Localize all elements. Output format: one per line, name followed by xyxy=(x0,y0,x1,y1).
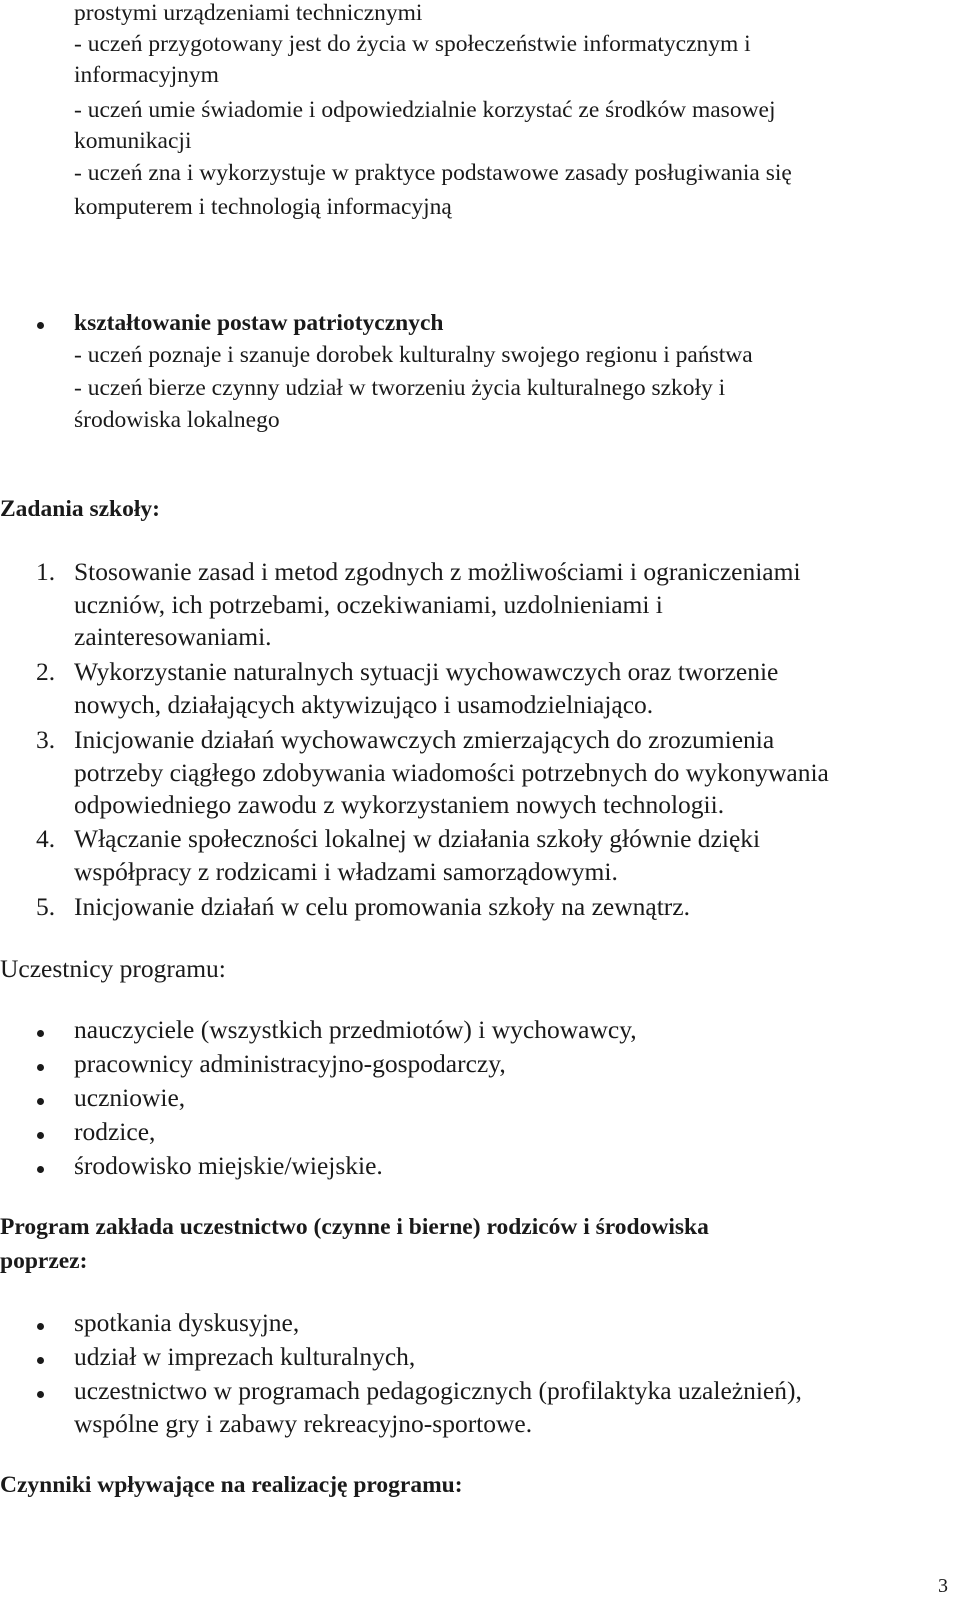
participant-item: uczniowie, xyxy=(74,1083,186,1112)
bullet-icon xyxy=(37,1132,44,1139)
parents-item: spotkania dyskusyjne, xyxy=(74,1308,300,1337)
parents-item-continuation: wspólne gry i zabawy rekreacyjno-sportowe. xyxy=(74,1409,533,1438)
intro-line: komunikacji xyxy=(74,128,192,154)
task-line: uczniów, ich potrzebami, oczekiwaniami, uzdolnieniami i xyxy=(74,590,663,619)
patriotic-line: środowiska lokalnego xyxy=(74,407,280,433)
parents-item: uczestnictwo w programach pedagogicznych (profilaktyka uzależnień), xyxy=(74,1376,802,1405)
task-line: Inicjowanie działań wychowawczych zmierzających do zrozumienia xyxy=(74,725,775,754)
intro-line: informacyjnym xyxy=(74,62,219,88)
task-line: Inicjowanie działań w celu promowania szkoły na zewnątrz. xyxy=(74,892,690,921)
task-number: 5. xyxy=(36,892,56,921)
parents-heading-line1: Program zakłada uczestnictwo (czynne i bierne) rodziców i środowiska xyxy=(0,1214,709,1240)
bullet-icon xyxy=(37,1323,44,1330)
participant-item: środowisko miejskie/wiejskie. xyxy=(74,1151,383,1180)
bullet-icon xyxy=(37,1064,44,1071)
intro-line: - uczeń zna i wykorzystuje w praktyce podstawowe zasady posługiwania się xyxy=(74,160,792,186)
task-line: Wykorzystanie naturalnych sytuacji wychowawczych oraz tworzenie xyxy=(74,657,779,686)
task-number: 4. xyxy=(36,824,56,853)
bullet-icon xyxy=(37,1030,44,1037)
participant-item: rodzice, xyxy=(74,1117,156,1146)
factors-heading: Czynniki wpływające na realizację programu: xyxy=(0,1472,463,1498)
parents-item: udział w imprezach kulturalnych, xyxy=(74,1342,416,1371)
parents-heading-line2: poprzez: xyxy=(0,1248,88,1274)
participant-item: pracownicy administracyjno-gospodarczy, xyxy=(74,1049,506,1078)
participant-item: nauczyciele (wszystkich przedmiotów) i wychowawcy, xyxy=(74,1015,637,1044)
intro-line: prostymi urządzeniami technicznymi xyxy=(74,0,423,26)
participants-heading: Uczestnicy programu: xyxy=(0,954,226,983)
task-line: Włączanie społeczności lokalnej w działania szkoły głównie dzięki xyxy=(74,824,761,853)
patriotic-heading: kształtowanie postaw patriotycznych xyxy=(74,310,444,336)
task-number: 1. xyxy=(36,557,56,586)
task-number: 2. xyxy=(36,657,56,686)
intro-line: komputerem i technologią informacyjną xyxy=(74,194,452,220)
task-line: Stosowanie zasad i metod zgodnych z możliwościami i ograniczeniami xyxy=(74,557,801,586)
bullet-icon xyxy=(37,1357,44,1364)
task-line: odpowiedniego zawodu z wykorzystaniem nowych technologii. xyxy=(74,790,725,819)
intro-line: - uczeń przygotowany jest do życia w społeczeństwie informatycznym i xyxy=(74,31,751,57)
task-line: nowych, działających aktywizująco i usamodzielniająco. xyxy=(74,690,654,719)
patriotic-line: - uczeń poznaje i szanuje dorobek kulturalny swojego regionu i państwa xyxy=(74,342,753,368)
page-number: 3 xyxy=(938,1575,948,1597)
bullet-icon xyxy=(37,322,44,329)
bullet-icon xyxy=(37,1166,44,1173)
patriotic-line: - uczeń bierze czynny udział w tworzeniu życia kulturalnego szkoły i xyxy=(74,375,726,401)
bullet-icon xyxy=(37,1391,44,1398)
intro-line: - uczeń umie świadomie i odpowiedzialnie korzystać ze środków masowej xyxy=(74,97,776,123)
task-line: zainteresowaniami. xyxy=(74,622,272,651)
task-line: współpracy z rodzicami i władzami samorządowymi. xyxy=(74,857,618,886)
school-tasks-heading: Zadania szkoły: xyxy=(0,496,160,522)
task-line: potrzeby ciągłego zdobywania wiadomości potrzebnych do wykonywania xyxy=(74,758,829,787)
task-number: 3. xyxy=(36,725,56,754)
bullet-icon xyxy=(37,1098,44,1105)
